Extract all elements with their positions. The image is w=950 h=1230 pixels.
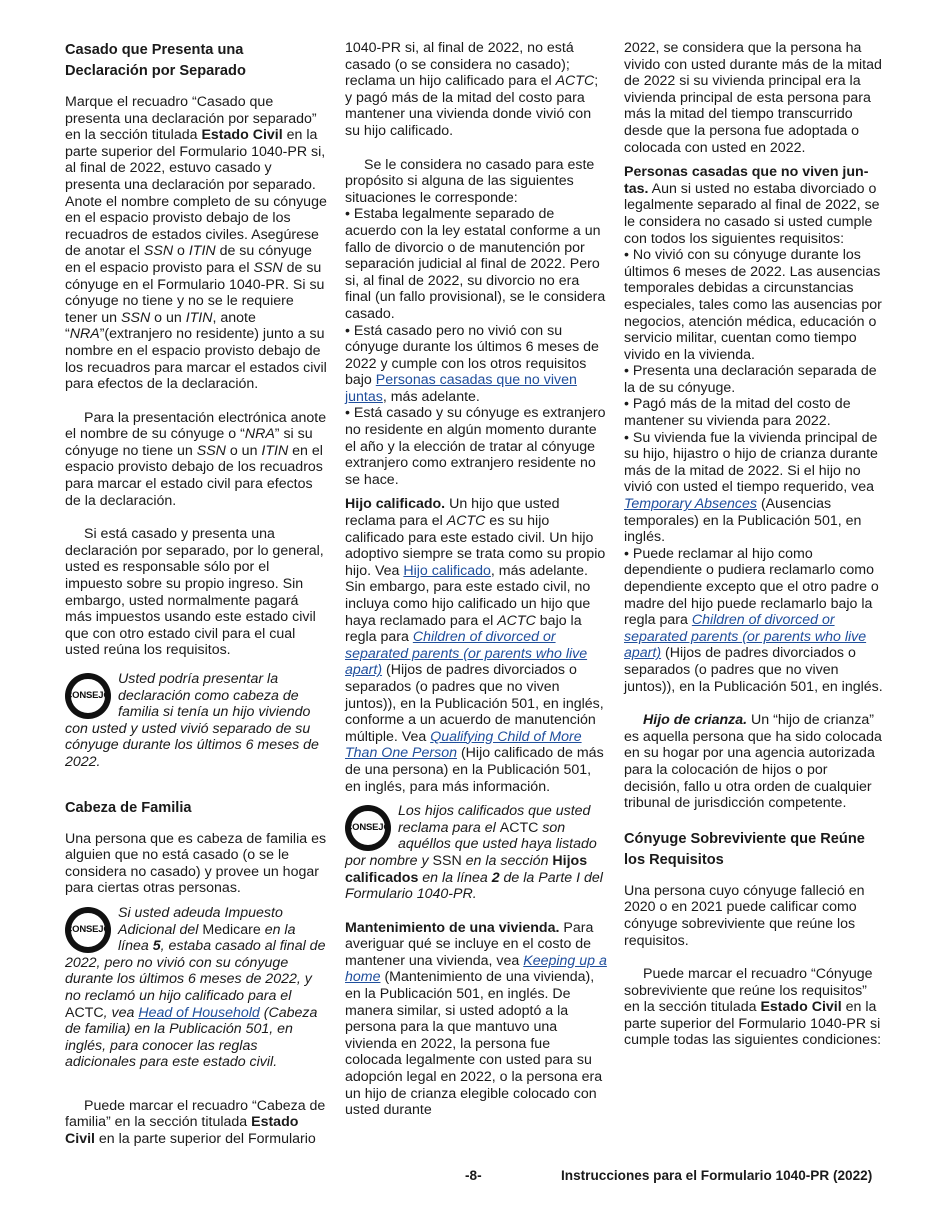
paragraph-hoh-continued: 1040-PR si, al final de 2022, no está casado (o se considera no casado); reclama un hijo calificado para el ACTC; y pagó más de la mitad del costo para mantener una vivienda donde vivió con su hijo calificado. — [345, 40, 599, 139]
bullet-claim-child-dependent: • Puede reclamar al hijo como dependiente o pudiera reclamarlo como dependiente excepto que el otro padre o madre del hijo puede reclamarlo bajo la regla para Children of divorced or separated parents (or parents who live apart) (Hijos de padres divorciados o separados (o padres que no viven juntos)), en la Publicación 501, en inglés. — [624, 546, 886, 695]
bullet-separate-return: • Presenta una declaración separada de la de su cónyuge. — [624, 363, 886, 396]
paragraph-hoh-checkbox: Puede marcar el recuadro “Cabeza de familia” en la sección titulada Estado Civil en la parte superior del Formulario — [65, 1097, 326, 1148]
link[interactable]: Children of divorced or separated parents (or parents who live apart) — [345, 629, 588, 679]
bullet-married-not-living-together: • Está casado pero no vivió con su cónyuge durante los últimos 6 meses de 2022 y cumple con los otros requisitos bajo Personas casadas que no viven juntas, más adelante. — [345, 323, 607, 406]
paragraph-qss-definition: Una persona cuyo cónyuge falleció en 2020 o en 2021 puede calificar como cónyuge sobreviviente que reúne los requisitos. — [624, 882, 865, 949]
paragraph-keeping-up-home: Mantenimiento de una vivienda. Para averiguar qué se incluye en el costo de mantener una vivienda, vea Keeping up a home (Mantenimiento de una vivienda), en la Publicación 501, en inglés. De manera similar, si usted adoptó a la persona para la que mantuvo una vivienda en 2022, la persona fue colocada legalmente con usted para su adopción legal en 2022, o la persona era un hijo de crianza elegible colocado con usted durante — [345, 919, 607, 1119]
bullet-main-home-of-child: • Su vivienda fue la vivienda principal de su hijo, hijastro o hijo de crianza durante más de la mitad de 2022. Si el hijo no vivió con usted el tiempo requerido, vea Temporary Absences (Ausencias temporales) en la Publicación 501, en inglés. — [624, 430, 886, 546]
tip-icon: CONSEJO — [345, 805, 391, 851]
tip-box-2 — [65, 905, 327, 1071]
tip-text-1: Usted podría presentar la declaración como cabeza de familia si tenía un hijo viviendo con usted y usted vivió separado de su cónyuge durante los últimos 6 meses de 2022. — [65, 671, 319, 770]
tip-box-1 — [65, 671, 327, 771]
paragraph-foster-child: Hijo de crianza. Un “hijo de crianza” es aquella persona que ha sido colocada en su hogar por una agencia autorizada para la colocación de hijos o por decisión, fallo u otra orden de cualquier tribunal de jurisdicción competente. — [624, 712, 882, 812]
bullet-nonresident-spouse: • Está casado y su cónyuge es extranjero no residente en algún momento durante el año y la elección de tratar al cónyuge extranjero como extranjero residente no se hace. — [345, 405, 607, 488]
paragraph-married-not-living-together: Personas casadas que no viven jun-tas. Aun si usted no estaba divorciado o legalmente separado al final de 2022, se le considera no casado si usted cumple con todos los siguientes requisitos: — [624, 164, 880, 247]
link[interactable]: Head of Household — [138, 1004, 260, 1021]
link[interactable]: Children of divorced or separated parents (or parents who live apart) — [624, 612, 867, 662]
paragraph-mfs-electronic: Para la presentación electrónica anote el nombre de su cónyuge o “NRA” si su cónyuge no tiene un SSN o un ITIN en el espacio provisto debajo de los recuadros para marcar el estado civil para efectos de la declaración. — [65, 409, 327, 509]
paragraph-hoh-definition: Una persona que es cabeza de familia es alguien que no está casado (o se le considera no casado) y provee un hogar para ciertas otras personas. — [65, 830, 327, 897]
column-2 — [345, 40, 607, 1119]
tip-icon: CONSEJO — [65, 673, 111, 719]
paragraph-mfs-1: Marque el recuadro “Casado que presenta una declaración por separado” en la sección titulada Estado Civil en la parte superior del Formulario 1040-PR si, al final de 2022, estuvo casado y presenta una declaración por separado. Anote el nombre completo de su cónyuge en el espacio provisto debajo de los recuadros de estados civiles. Asegúrese de anotar el SSN o ITIN de su cónyuge en el espacio provisto para el SSN de su cónyuge en el Formulario 1040-PR. Si su cónyuge no tiene y no se le requiere tener un SSN o un ITIN, anote “NRA”(extranjero no residente) junto a su nombre en el espacio provisto debajo de los recuadros para marcar el estados civil para efectos de la declaración. — [65, 94, 327, 393]
link[interactable]: Personas casadas que no viven juntas — [345, 372, 577, 405]
tip-text-3: Los hijos calificados que usted reclama para el ACTC son aquéllos que usted haya listado por nombre y SSN en la sección Hijos calificados en la línea 2 de la Parte I del Formulario 1040-PR. — [345, 803, 603, 903]
link[interactable]: Hijo calificado — [403, 562, 491, 579]
bullet-did-not-live-with-spouse: • No vivió con su cónyuge durante los últimos 6 meses de 2022. Las ausencias temporales debidas a circunstancias especiales, tales como las ausencias por negocios, atención médica, educación o servicio militar, cuentan como tiempo vivido en la vivienda. — [624, 247, 886, 363]
column-3 — [624, 40, 886, 1049]
column-1 — [65, 40, 327, 1148]
link[interactable]: Qualifying Child of More Than One Person — [345, 728, 582, 762]
bullet-paid-half-cost: • Pagó más de la mitad del costo de mantener su vivienda para 2022. — [624, 396, 886, 429]
heading-head-of-household: Cabeza de Familia — [65, 799, 192, 816]
page-number: -8- — [465, 1168, 482, 1183]
paragraph-mfs-liability: Si está casado y presenta una declaración por separado, por lo general, usted es responsable sólo por el impuesto sobre su propio ingreso. Sin embargo, usted normalmente pagará más impuestos usando este estado civil que con otro estado civil para el cual usted reúna los requisitos. — [65, 526, 324, 659]
paragraph-qualifying-child: Hijo calificado. Un hijo que usted reclama para el ACTC es su hijo calificado para este estado civil. Un hijo adoptivo siempre se trata como su propio hijo. Vea Hijo calificado, más adelante. Sin embargo, para este estado civil, no incluya como hijo calificado un hijo que haya reclamado para el ACTC bajo la regla para Children of divorced or separated parents (or parents who live apart) (Hijos de padres divorciados o separados (o padres que no viven juntos)), en la Publicación 501, en inglés, conforme a un acuerdo de manutención múltiple. Vea Qualifying Child of More Than One Person (Hijo calificado de más de una persona) en la Publicación 501, en inglés, para más información. — [345, 496, 606, 795]
paragraph-considered-unmarried: Se le considera no casado para este propósito si alguna de las siguientes situaciones le corresponde: — [345, 156, 595, 206]
link[interactable]: Keeping up a home — [345, 952, 607, 986]
tip-box-3 — [345, 803, 607, 903]
tip-text-2: Si usted adeuda Impuesto Adicional del Medicare en la línea 5, estaba casado al final de 2022, pero no vivió con su cónyuge durante los últimos 6 meses de 2022, y no reclamó un hijo calificado para el ACTC, vea Head of Household (Cabeza de familia) en la Publicación 501, en inglés, para conocer las reglas adicionales para este estado civil. — [65, 904, 326, 1071]
tip-icon: CONSEJO — [65, 907, 111, 953]
paragraph-qss-checkbox: Puede marcar el recuadro “Cónyuge sobreviviente que reúne los requisitos” en la sección titulada Estado Civil en la parte superior del Formulario 1040-PR si cumple todas las siguientes condiciones: — [624, 966, 882, 1049]
paragraph-adoption-continued: 2022, se considera que la persona ha vivido con usted durante más de la mitad de 2022 si su vivienda principal era la vivienda principal de esta persona para más la mitad del tiempo transcurrido desde que la persona fue adoptada o colocada con usted en 2022. — [624, 40, 882, 156]
link[interactable]: Temporary Absences — [624, 496, 758, 513]
form-title: Instrucciones para el Formulario 1040-PR (2022) — [561, 1168, 873, 1183]
heading-married-filing-separately: Casado que Presenta una Declaración por Separado — [65, 42, 246, 79]
heading-qualifying-surviving-spouse: Cónyuge Sobreviviente que Reúne los Requisitos — [624, 830, 865, 868]
bullet-legally-separated: • Estaba legalmente separado de acuerdo con la ley estatal conforme a un fallo de divorcio o de manutención por separación judicial al final de 2022. Pero si, al final de 2022, su divorcio no era final (un fallo provisional), se le considera casado. — [345, 206, 607, 322]
